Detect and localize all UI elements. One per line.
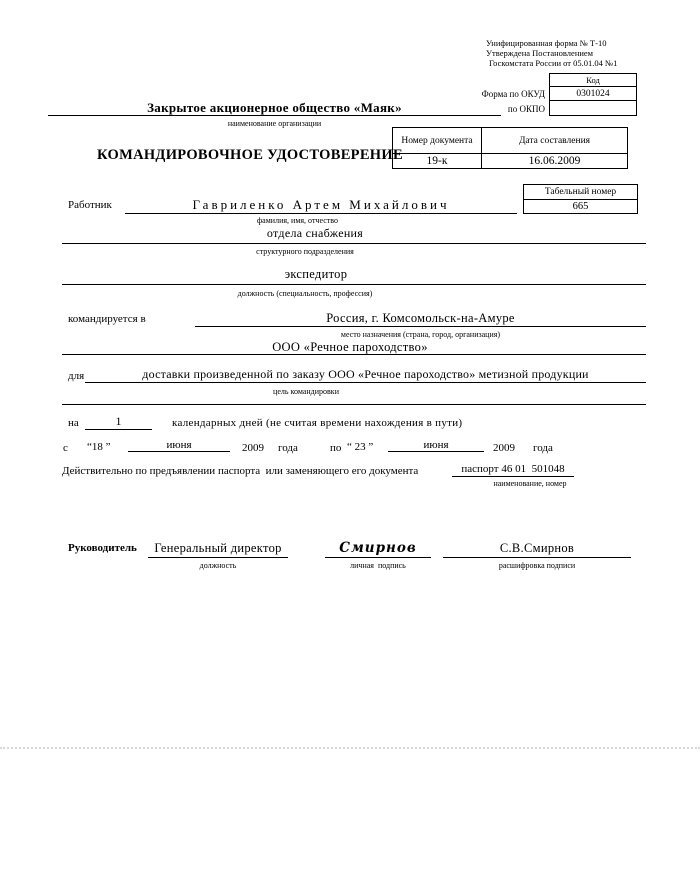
page-break-line <box>0 747 700 749</box>
duration-label: на <box>68 417 79 429</box>
worker-name-caption: фамилия, имя, отчество <box>257 216 338 225</box>
signature-name: С.В.Смирнов <box>443 538 631 558</box>
worker-department: отдела снабжения <box>266 226 364 240</box>
document-title: КОМАНДИРОВОЧНОЕ УДОСТОВЕРЕНИЕ <box>97 147 403 163</box>
form-type-line-1: Унифицированная форма № Т-10 <box>486 38 607 48</box>
form-type-line-3: Госкомстата России от 05.01.04 №1 <box>489 58 618 68</box>
signature-autograph-caption: личная подпись <box>350 561 406 570</box>
personnel-number-header: Табельный номер <box>523 184 638 200</box>
doc-number-value: 19-к <box>392 153 482 169</box>
department-underline <box>62 243 646 244</box>
okud-value: 0301024 <box>549 86 637 101</box>
date-to-day: “ 23 ” <box>347 441 374 453</box>
date-from-label: с <box>63 442 68 454</box>
date-to-year: 2009 <box>493 442 515 454</box>
worker-label: Работник <box>68 199 112 211</box>
org-name: Закрытое акционерное общество «Маяк» <box>48 100 501 116</box>
okpo-value <box>549 100 637 116</box>
date-from-year: 2009 <box>242 442 264 454</box>
validity-document-value: паспорт 46 01 501048 <box>452 461 574 477</box>
code-table-header: Код <box>549 73 637 87</box>
personnel-number-value: 665 <box>523 199 638 214</box>
date-to-month: июня <box>388 438 484 452</box>
worker-name: Гавриленко Артем Михайлович <box>125 196 517 214</box>
destination-organization: ООО «Речное пароходство» <box>272 340 428 354</box>
signature-position-caption: должность <box>199 561 237 570</box>
purpose-extra-line <box>62 404 646 405</box>
destination-org-underline <box>62 354 646 355</box>
doc-date-value: 16.06.2009 <box>481 153 628 169</box>
duration-days-value: 1 <box>85 413 152 430</box>
signature-role-label: Руководитель <box>68 542 137 554</box>
signature-position: Генеральный директор <box>148 538 288 558</box>
date-to-year-word: года <box>533 442 553 454</box>
worker-position: экспедитор <box>284 267 348 281</box>
validity-text: Действительно по предъявлении паспорта или заменяющего его документа <box>62 465 419 477</box>
org-name-caption: наименование организации <box>227 119 322 128</box>
purpose-caption: цель командировки <box>273 387 339 396</box>
okpo-label: по ОКПО <box>507 104 545 114</box>
date-from-month: июня <box>128 438 230 452</box>
purpose-label: для <box>68 370 85 382</box>
date-to-label: по <box>330 442 342 454</box>
position-underline <box>62 284 646 285</box>
destination-label: командируется в <box>68 313 146 325</box>
duration-text: календарных дней (не считая времени нахождения в пути) <box>172 417 463 429</box>
date-from-day: “18 ” <box>87 441 111 453</box>
doc-number-header: Номер документа <box>392 127 482 154</box>
signature-name-caption: расшифровка подписи <box>498 561 576 570</box>
signature-autograph: Смирнов <box>325 538 431 558</box>
date-from-year-word: года <box>278 442 298 454</box>
worker-position-caption: должность (специальность, профессия) <box>237 289 373 298</box>
destination-caption: место назначения (страна, город, организация) <box>340 330 501 339</box>
purpose-value: доставки произведенной по заказу ООО «Речное пароходство» метизной продукции <box>85 366 646 383</box>
validity-document-caption: наименование, номер <box>493 479 567 488</box>
destination-value: Россия, г. Комсомольск-на-Амуре <box>195 310 646 327</box>
doc-date-header: Дата составления <box>481 127 628 154</box>
form-type-line-2: Утверждена Постановлением <box>486 48 594 58</box>
okud-label: Форма по ОКУД <box>481 89 545 99</box>
worker-department-caption: структурного подразделения <box>256 247 354 256</box>
